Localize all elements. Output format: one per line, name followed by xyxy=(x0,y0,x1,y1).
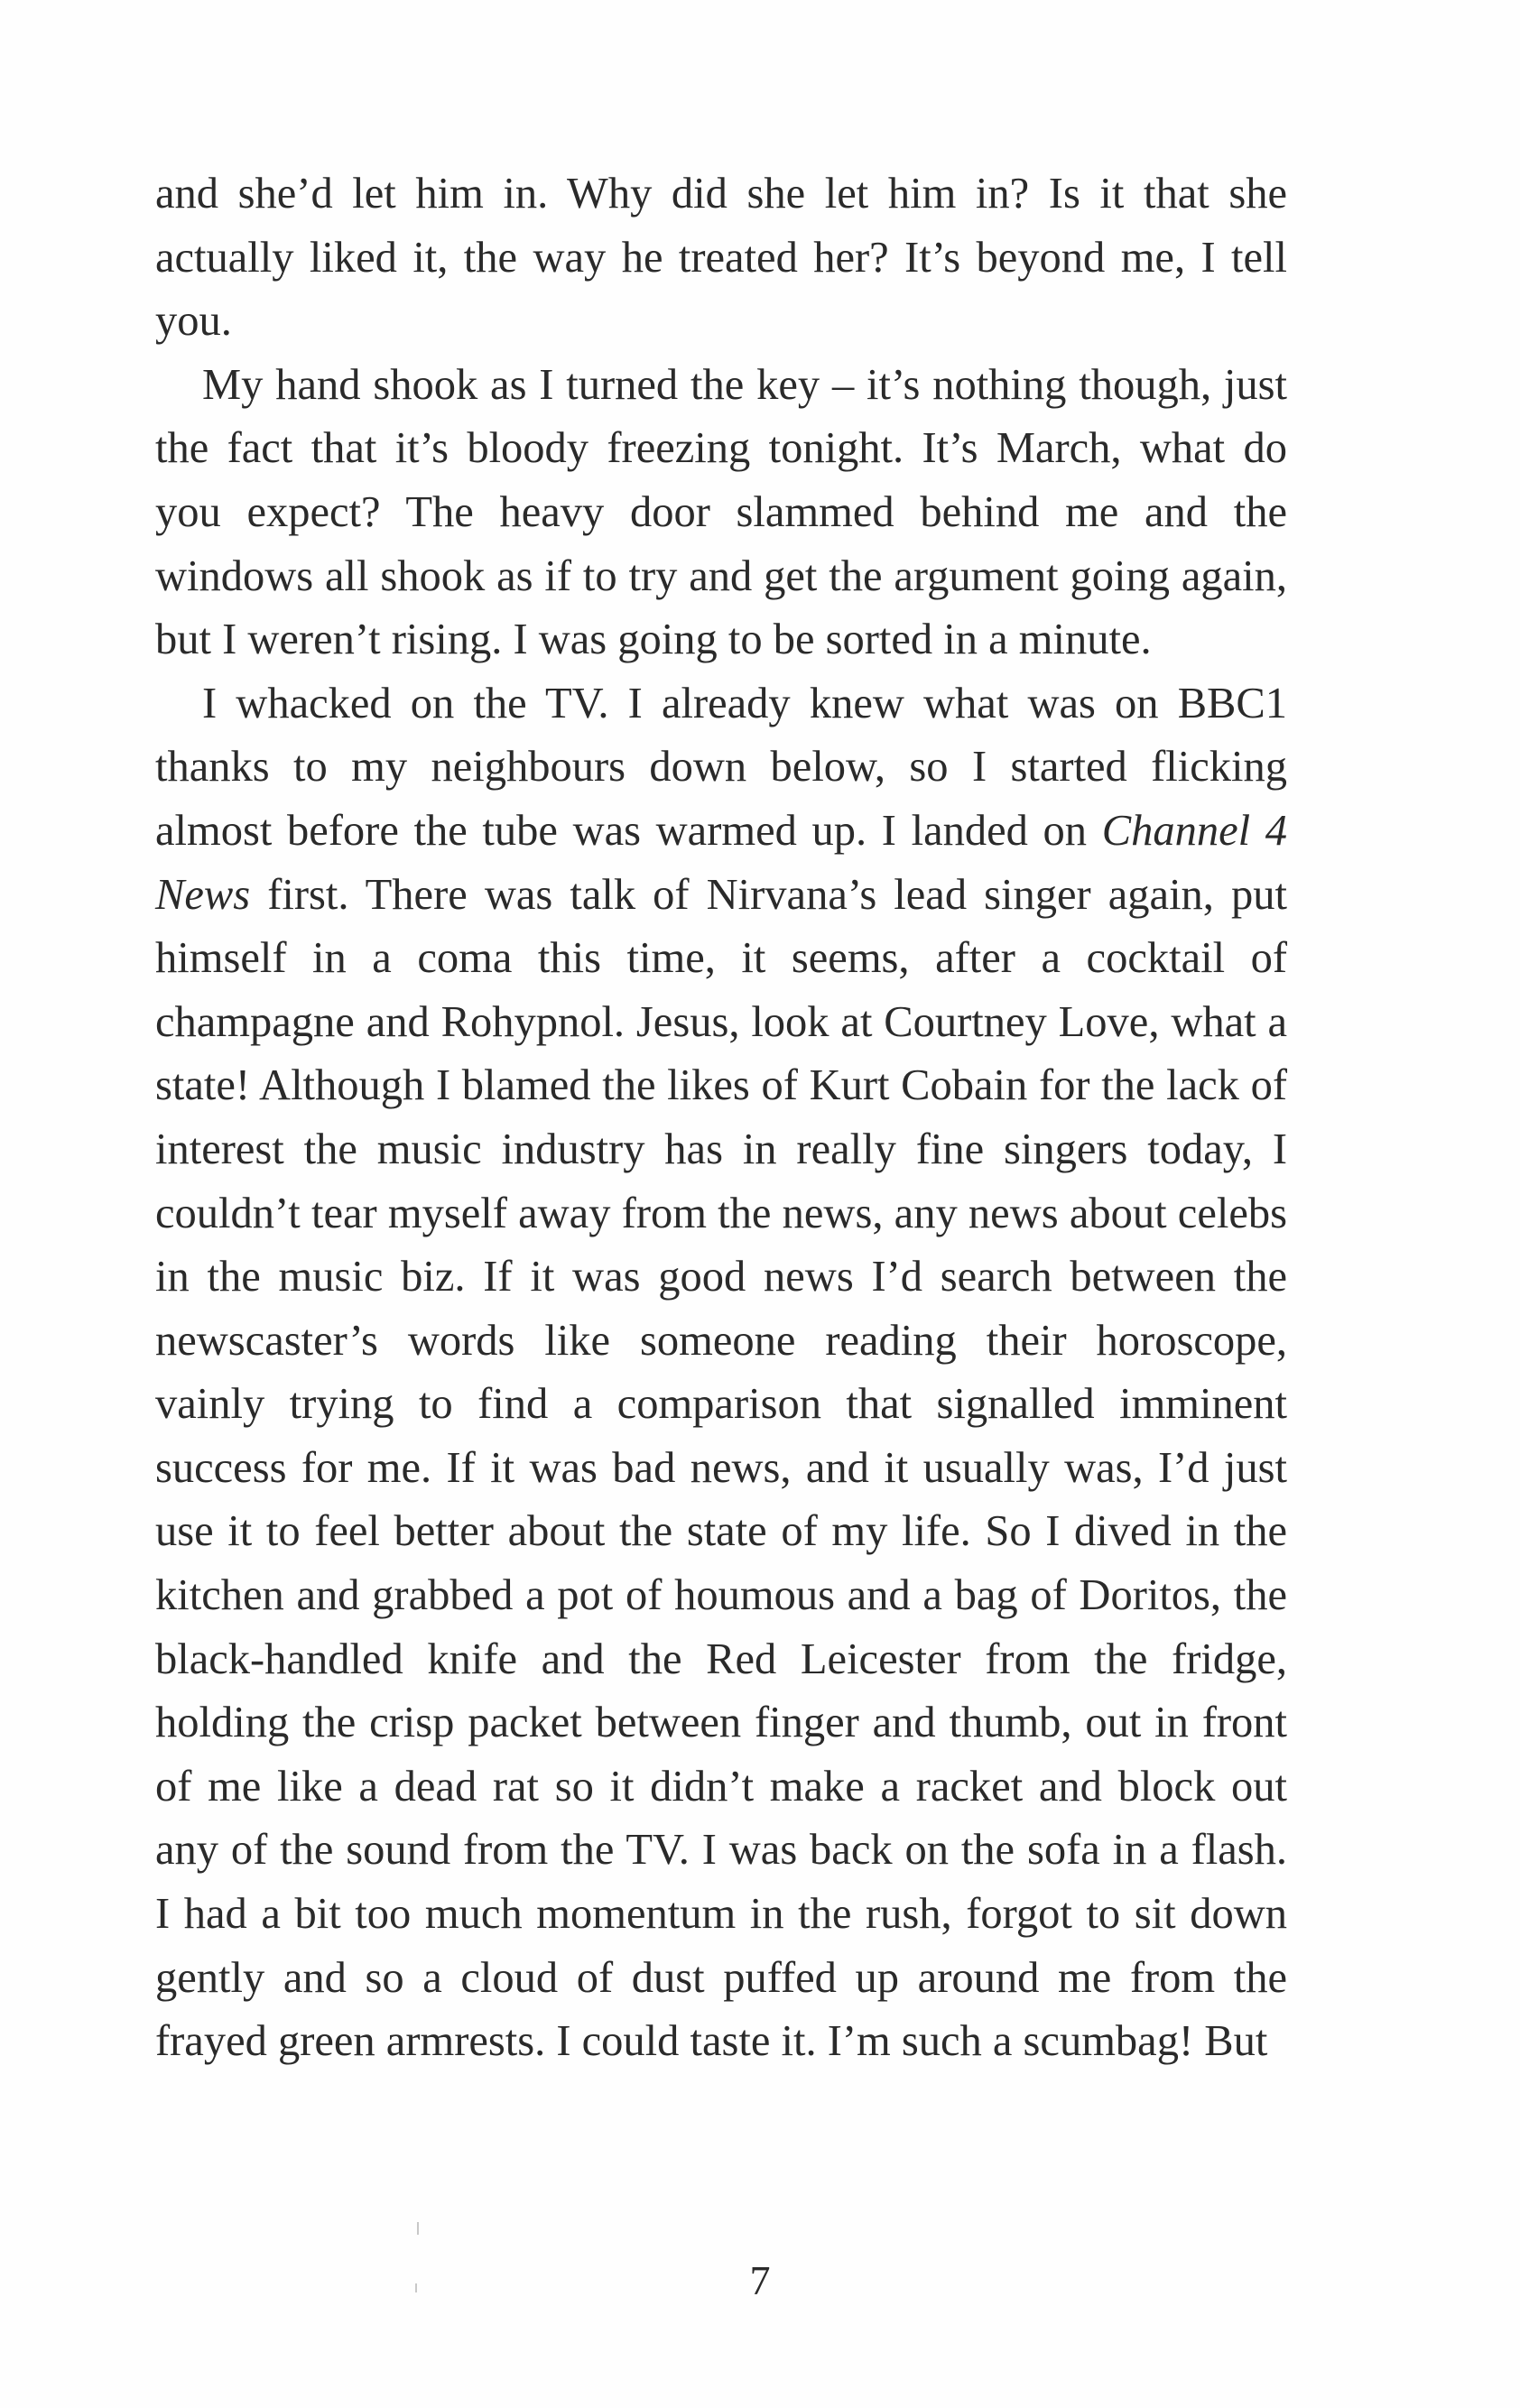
paragraph-1-text: and she’d let him in. Why did she let him in? Is it that she actually liked it, the way he treated her? It’s beyond me, I tell you. xyxy=(155,170,1287,346)
paragraph-2-text: My hand shook as I turned the key – it’s nothing though, just the fact that it’s bloody freezing tonight. It’s March, what do you expect? The heavy door slammed behind me and the windows all shook as if to try and get the argument going again, but I weren’t rising. I was going to be sorted in a minute. xyxy=(155,360,1287,664)
paragraph-3-text-b: first. There was talk of Nirvana’s lead singer again, put himself in a coma this time, it seems, after a cocktail of champagne and Rohypnol. Jesus, look at Courtney Love, what a state! Although I blamed the likes of Kurt Cobain for the lack of interest the music industry has in really fine singers today, I couldn’t tear myself away from the news, any news about celebs in the music biz. If it was good news I’d search between the newscaster’s words like someone reading their horoscope, vainly trying to find a comparison that signalled imminent success for me. If it was bad news, and it usually was, I’d just use it to feel better about the state of my life. So I dived in the kitchen and grabbed a pot of houmous and a bag of Doritos, the black-handled knife and the Red Leicester from the fridge, holding the crisp packet between finger and thumb, out in front of me like a dead rat so it didn’t make a racket and block out any of the sound from the TV. I was back on the sofa in a flash. I had a bit too much momentum in the rush, forgot to sit down gently and so a cloud of dust puffed up around me from the frayed green armrests. I could taste it. I’m such a scumbag! But xyxy=(155,870,1287,2066)
paragraph-3-text-a: I whacked on the TV. I already knew what was on BBC1 thanks to my neighbours down below, so I started flicking almost before the tube was warmed up. I landed on xyxy=(155,679,1287,855)
scan-artifact-mark xyxy=(417,2222,419,2235)
page-number: 7 xyxy=(749,2257,771,2303)
paragraph-3-italic-title: Channel 4 News xyxy=(155,806,1287,919)
paragraph-2 xyxy=(155,354,1287,672)
paragraph-1 xyxy=(155,162,1287,354)
body-text xyxy=(155,162,1287,2074)
paragraph-3 xyxy=(155,672,1287,2074)
